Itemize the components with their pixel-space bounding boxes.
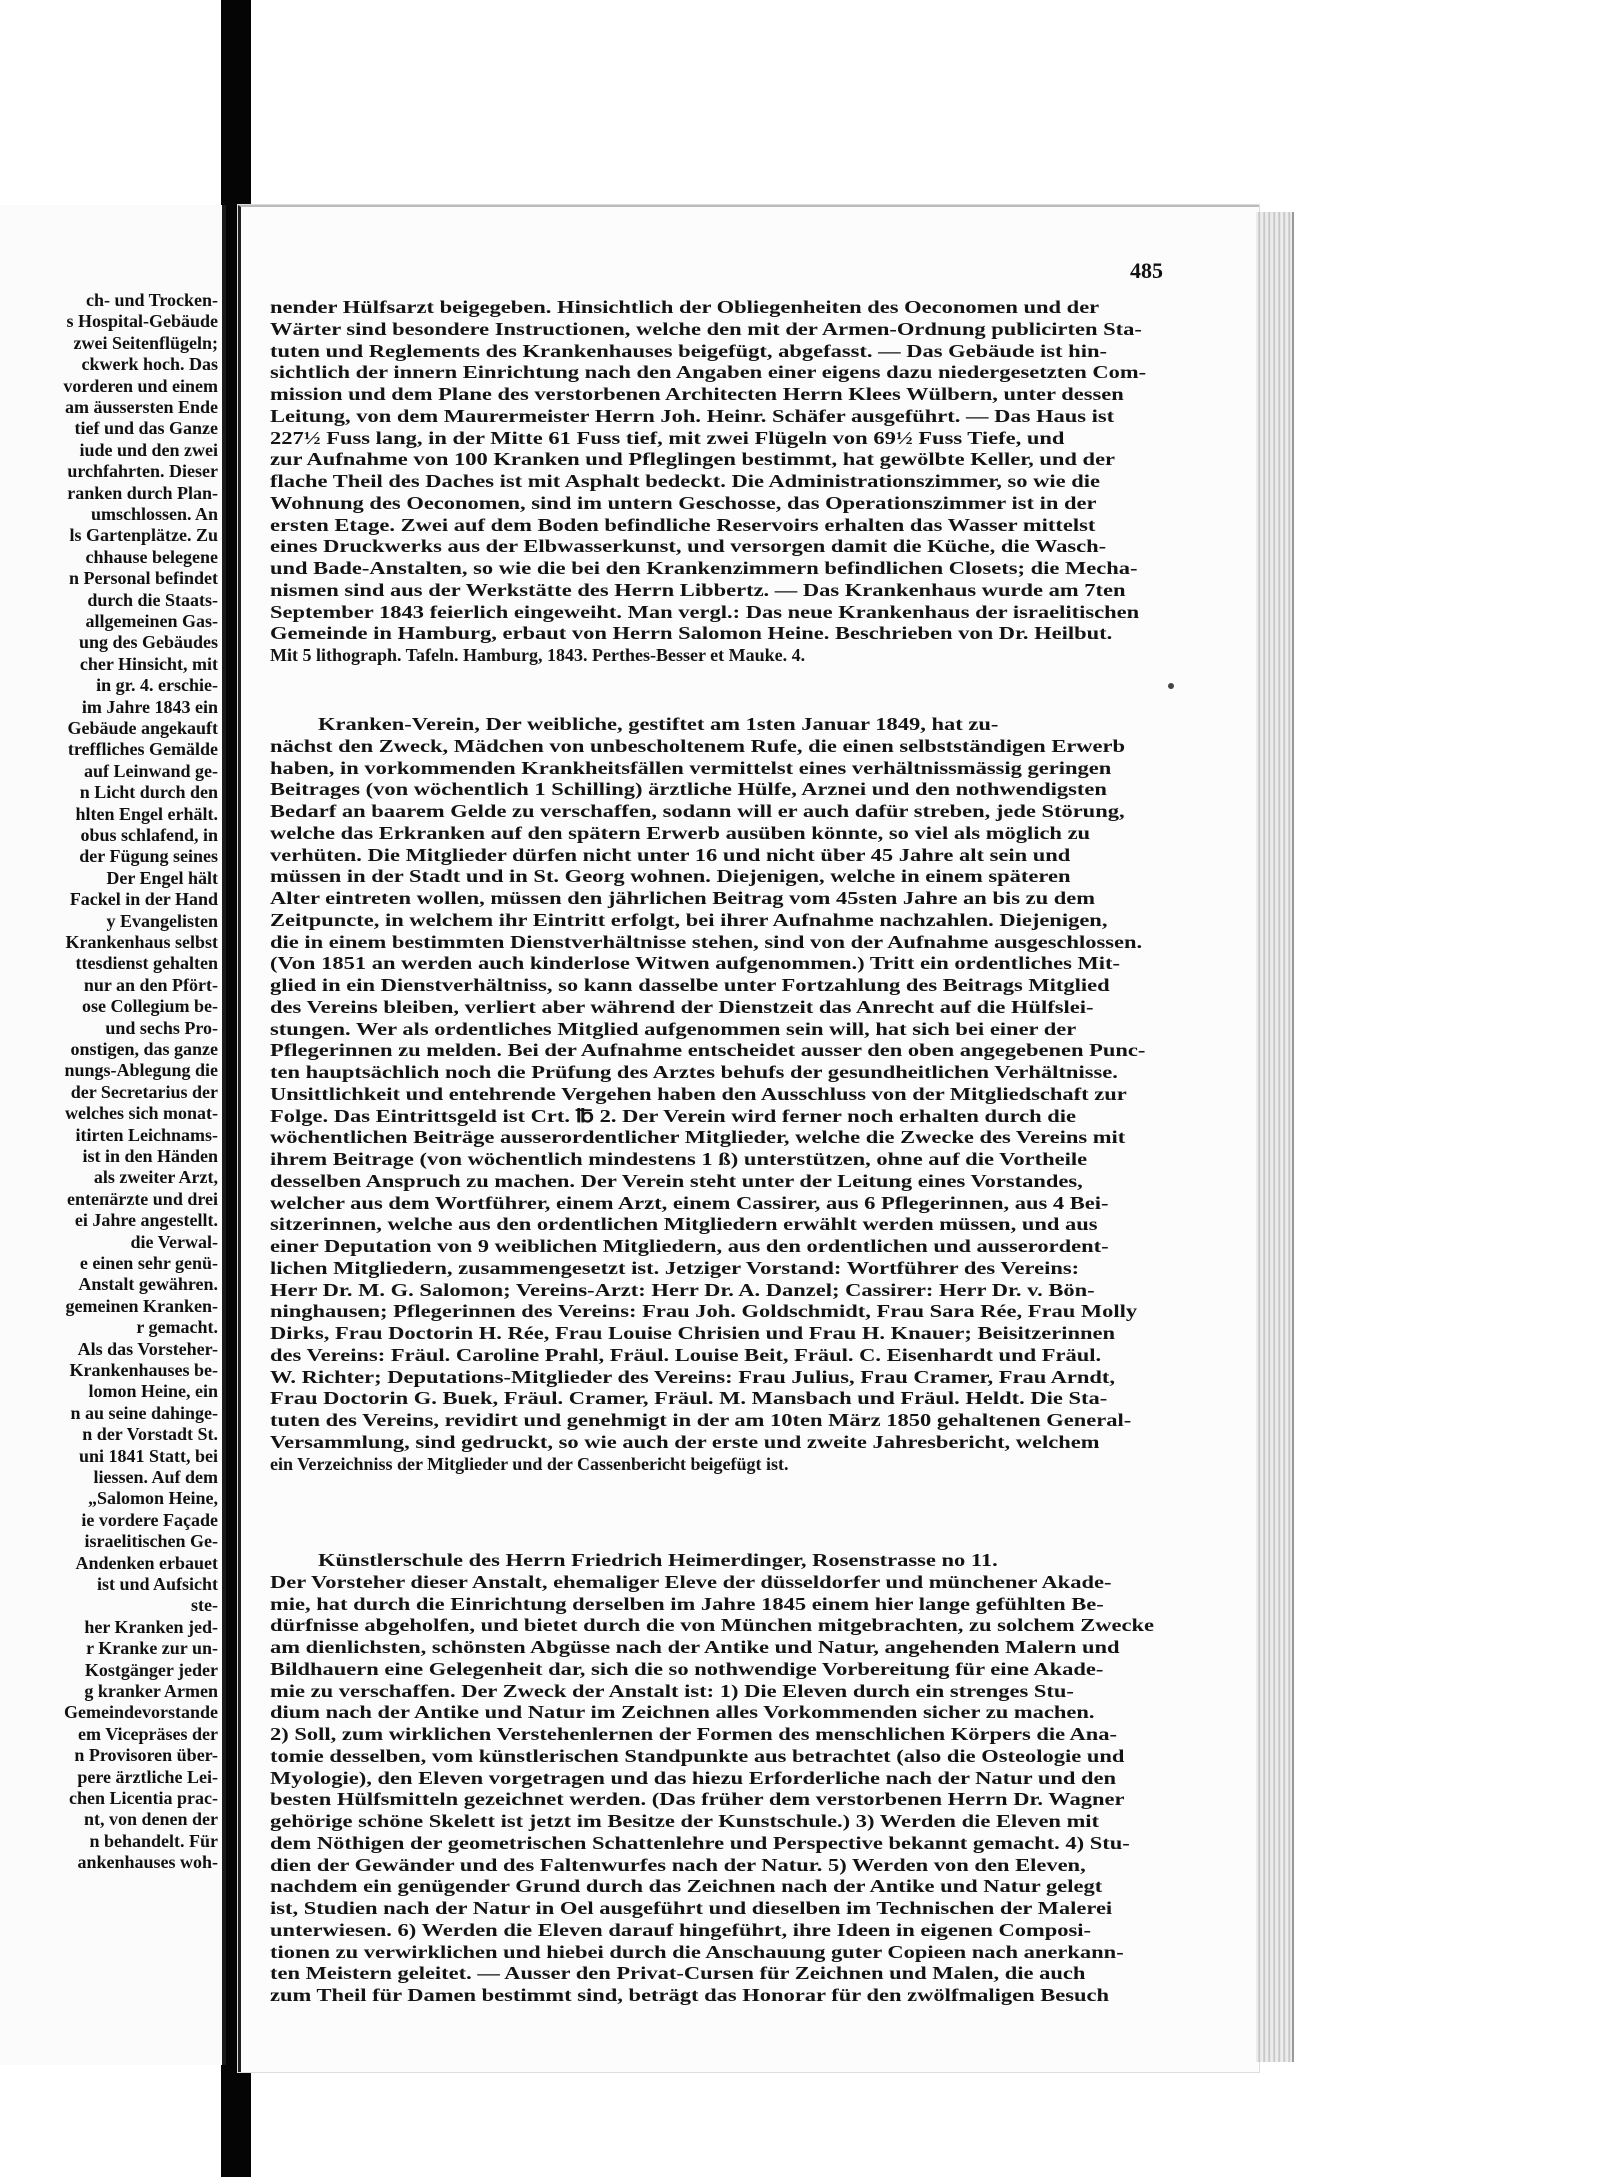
text-line xyxy=(270,644,805,666)
left-column-line: vorderen und einem xyxy=(63,375,218,396)
line-text: einer Deputation von 9 weiblichen Mitgliedern, aus den ordentlichen und ausserordent- xyxy=(270,1236,1109,1256)
left-column-line: cher Hinsicht, mit xyxy=(79,653,218,674)
text-line xyxy=(270,383,1178,405)
text-line xyxy=(270,996,1178,1018)
line-text: Versammlung, sind gedruckt, so wie auch der erste und zweite Jahresbericht, welchem xyxy=(270,1431,1100,1452)
line-text: und Bade-Anstalten, so wie die bei den Krankenzimmern befindlichen Closets; die Mecha- xyxy=(270,558,1138,578)
line-text: Künstlerschule des Herrn Friedrich Heimerdinger, Rosenstrasse no 11. xyxy=(318,1550,998,1570)
left-column-line: gemeinen Kranken- xyxy=(65,1295,218,1316)
text-line xyxy=(270,909,1178,931)
left-column-line: n Provisoren über- xyxy=(74,1745,218,1766)
left-column-line: e einen sehr genü- xyxy=(79,1253,218,1273)
left-column-line: iude und den zwei xyxy=(79,439,218,460)
text-line xyxy=(270,427,1178,449)
line-text: Wärter sind besondere Instructionen, welche den mit der Armen-Ordnung publicirten Sta- xyxy=(270,318,1142,339)
line-text: unterwiesen. 6) Werden die Eleven darauf hingeführt, ihre Ideen in eigenen Composi- xyxy=(270,1919,1092,1940)
line-text: welcher aus dem Wortführer, einem Arzt, einem Cassirer, aus 6 Pflegerinnen, aus 4 Bei- xyxy=(270,1192,1109,1213)
left-column-line: als zweiter Arzt, xyxy=(93,1167,218,1188)
left-column-line: zwei Seitenflügeln; xyxy=(73,332,218,353)
line-text: sichtlich der innern Einrichtung nach den Angaben einer eigens dazu niedergesetzten Com- xyxy=(270,362,1147,383)
left-column-line: israelitischen Ge- xyxy=(84,1531,218,1552)
line-text: ninghausen; Pflegerinnen des Vereins: Frau Joh. Goldschmidt, Frau Sara Rée, Frau Molly xyxy=(270,1301,1138,1322)
text-line xyxy=(270,822,1178,844)
left-column-line: Gemeindevorstande xyxy=(64,1702,218,1723)
line-text: ten hauptsächlich noch die Prüfung des Arztes behufs der gesundheitlichen Verhältnisse. xyxy=(270,1062,1118,1082)
left-column-line: ist und Aufsicht xyxy=(96,1574,218,1594)
text-line xyxy=(270,1810,1178,1832)
text-line xyxy=(270,1875,1178,1897)
line-text: ist, Studien nach der Natur in Oel ausgeführt und dieselben im Technischen der Malerei xyxy=(270,1898,1113,1918)
text-line xyxy=(270,1745,1178,1767)
left-column-line: itirten Leichnams- xyxy=(75,1124,218,1145)
left-column-line: im Jahre 1843 ein xyxy=(81,696,218,717)
text-line xyxy=(270,1018,1178,1040)
left-column-line: pere ärztliche Lei- xyxy=(77,1766,218,1787)
line-text: verhüten. Die Mitglieder dürfen nicht unter 16 und nicht über 45 Jahre alt sein und xyxy=(270,844,1071,865)
text-line xyxy=(270,800,1178,822)
left-column-line: Gebäude angekauft xyxy=(67,718,218,738)
line-text: haben, in vorkommenden Krankheitsfällen vermittelst eines verhältnissmässig geringen xyxy=(270,757,1112,778)
left-column-line: „Salomon Heine, xyxy=(87,1488,218,1509)
text-line xyxy=(270,1409,1178,1431)
text-line xyxy=(270,470,1178,492)
left-column-line: Fackel in der Hand xyxy=(69,889,218,910)
line-text: dem Nöthigen der geometrischen Schattenlehre und Perspective bekannt gemacht. 4) Stu- xyxy=(270,1832,1130,1853)
text-line xyxy=(270,1322,1178,1344)
line-text: dien der Gewänder und des Faltenwurfes nach der Natur. 5) Werden von den Eleven, xyxy=(270,1854,1086,1875)
left-column-line: y Evangelisten xyxy=(106,910,218,931)
line-text: Der Vorsteher dieser Anstalt, ehemaliger Eleve der düsseldorfer und münchener Akade- xyxy=(270,1571,1112,1592)
text-line xyxy=(270,1039,1178,1061)
left-column-line: liessen. Auf dem xyxy=(93,1467,218,1487)
line-text: Beitrages (von wöchentlich 1 Schilling) ärztliche Hülfe, Arznei und den nothwendigsten xyxy=(270,779,1107,800)
left-column-line: umschlossen. An xyxy=(90,504,218,524)
left-column-line: ls Gartenplätze. Zu xyxy=(69,525,218,546)
text-line xyxy=(270,361,1178,383)
text-line xyxy=(270,579,1178,601)
line-text: gehörige schöne Skelett ist jetzt im Besitze der Kunstschule.) 3) Werden die Eleven mit xyxy=(270,1811,1100,1831)
text-line xyxy=(270,887,1178,909)
text-line xyxy=(270,1767,1178,1789)
left-column-line: enteпärzte und drei xyxy=(66,1188,218,1209)
line-text: dium nach der Antike und Natur im Zeichnen alles Vorkommenden sicher zu machen. xyxy=(270,1702,1095,1723)
text-line xyxy=(270,1962,1178,1984)
text-line xyxy=(270,974,1178,996)
line-text: mie zu verschaffen. Der Zweck der Anstalt ist: 1) Die Eleven durch ein strenges Stu- xyxy=(270,1680,1074,1701)
text-line xyxy=(270,1431,1178,1453)
line-text: tuten und Reglements des Krankenhauses beigefügt, abgefasst. — Das Gebäude ist hin- xyxy=(270,340,1107,361)
line-text: ihrem Beitrage (von wöchentlich mindestens 1 ß) unterstützen, ohne auf die Vortheile xyxy=(270,1149,1088,1169)
text-line xyxy=(270,1571,1178,1593)
left-column-line: Kostgänger jeder xyxy=(84,1659,218,1680)
text-line xyxy=(270,1061,1178,1083)
text-line xyxy=(270,1170,1178,1192)
left-column-line: nungs-Ablegung die xyxy=(64,1060,218,1081)
line-text: Unsittlichkeit und entehrende Vergehen haben den Ausschluss von der Mitgliedschaft zur xyxy=(270,1083,1127,1104)
text-line xyxy=(270,1213,1178,1235)
left-column-line: ckwerk hoch. Das xyxy=(81,354,218,375)
left-column-line: ie vordere Façade xyxy=(81,1509,218,1530)
line-text: nachdem ein genügender Grund durch das Zeichnen nach der Antike und Natur gelegt xyxy=(270,1876,1103,1897)
line-text: mie, hat durch die Einrichtung derselben im Jahre 1845 einem hier lange gefühlten Be- xyxy=(270,1593,1104,1614)
line-text: des Vereins: Fräul. Caroline Prahl, Fräul. Louise Beit, Fräul. C. Eisenhardt und Fräul. xyxy=(270,1344,1102,1365)
left-column-line: chhause belegene xyxy=(85,546,218,567)
line-text: Wohnung des Oeconomen, sind im untern Geschosse, das Operationszimmer ist in der xyxy=(270,492,1097,513)
left-column-line: der Fügung seines xyxy=(79,846,218,867)
text-line xyxy=(270,1148,1178,1170)
line-text: sitzerinnen, welche aus den ordentlichen Mitgliedern erwählt werden müssen, und aus xyxy=(270,1214,1098,1235)
text-line xyxy=(270,1344,1178,1366)
text-line xyxy=(270,1126,1178,1148)
line-text: September 1843 feierlich eingeweiht. Man vergl.: Das neue Krankenhaus der israelitischen xyxy=(270,601,1140,622)
line-text: müssen in der Stadt und in St. Georg wohnen. Diejenigen, welche in einem späteren xyxy=(270,866,1071,887)
text-line xyxy=(270,557,1178,579)
ink-smudge xyxy=(1168,683,1174,689)
left-column-line: Andenken erbauet xyxy=(75,1552,218,1573)
line-text: W. Richter; Deputations-Mitglieder des Vereins: Frau Julius, Frau Cramer, Frau Arndt, xyxy=(270,1366,1115,1387)
left-column-line: hlten Engel erhält. xyxy=(75,803,218,824)
line-text: tionen zu verwirklichen und hiebei durch die Anschauung guter Copieen nach anerkann- xyxy=(270,1941,1124,1962)
text-line xyxy=(270,1788,1178,1810)
left-column-line: ttesdienst gehalten xyxy=(75,953,218,974)
line-text: Leitung, von dem Maurermeister Herrn Joh. Heinr. Schäfer ausgeführt. — Das Haus ist xyxy=(270,405,1115,426)
left-column-line: ung des Gebäudes xyxy=(78,632,218,653)
text-line xyxy=(270,492,1178,514)
text-line xyxy=(270,1636,1178,1658)
line-text: stungen. Wer als ordentliches Mitglied aufgenommen sein will, hat sich bei einer der xyxy=(270,1018,1077,1039)
line-text: 227½ Fuss lang, in der Mitte 61 Fuss tief, mit zwei Flügeln von 69½ Fuss Tiefe, und xyxy=(270,427,1065,448)
text-line xyxy=(270,1984,1178,2006)
left-column-line: uni 1841 Statt, bei xyxy=(78,1445,218,1466)
text-line xyxy=(270,844,1178,866)
left-column-line: Krankenhaus selbst xyxy=(65,932,218,952)
line-text: welche das Erkranken auf den spätern Erwerb ausüben könnte, so viel als möglich zu xyxy=(270,822,1091,843)
text-line xyxy=(270,1453,788,1475)
line-text: (Von 1851 an werden auch kinderlose Witwen aufgenommen.) Tritt ein ordentliches Mit- xyxy=(270,953,1120,974)
line-text: ein Verzeichniss der Mitglieder und der Cassenbericht beigefügt ist. xyxy=(270,1453,789,1474)
line-text: desselben Anspruch zu machen. Der Verein steht unter der Leitung eines Vorstandes, xyxy=(270,1170,1083,1191)
text-line xyxy=(270,735,1178,757)
text-line xyxy=(270,1701,1178,1723)
text-line xyxy=(270,1658,1178,1680)
line-text: tomie desselben, vom künstlerischen Standpunkte aus betrachtet (also die Osteologie und xyxy=(270,1745,1125,1766)
text-line xyxy=(270,931,1178,953)
line-text: nächst den Zweck, Mädchen von unbescholtenem Rufe, die einen selbstständigen Erwerb xyxy=(270,735,1126,756)
left-column-line: ose Collegium be- xyxy=(82,996,218,1017)
left-column-line: Krankenhauses be- xyxy=(69,1360,218,1380)
text-line xyxy=(270,448,1178,470)
left-column-line: em Vicepräses der xyxy=(78,1723,218,1744)
left-column-line: ch- und Trocken- xyxy=(85,290,218,310)
left-column-line: onstigen, das ganze xyxy=(70,1039,218,1059)
text-line xyxy=(270,1680,1178,1702)
line-text: am dienlichsten, schönsten Abgüsse nach der Antike und Natur, angehenden Malern und xyxy=(270,1637,1120,1657)
text-line xyxy=(270,1614,1178,1636)
line-text: zur Aufnahme von 100 Kranken und Pfleglingen bestimmt, hat gewölbte Keller, und der xyxy=(270,449,1116,470)
line-text: nender Hülfsarzt beigegeben. Hinsichtlich der Obliegenheiten des Oeconomen und der xyxy=(270,297,1100,317)
line-text: Kranken-Verein, Der weibliche, gestiftet am 1sten Januar 1849, hat zu- xyxy=(318,714,999,734)
left-column-line: die Verwal- xyxy=(130,1231,218,1252)
left-column-line: n Personal befindet xyxy=(68,568,218,589)
text-line xyxy=(270,1192,1178,1214)
left-column-line: ankenhauses woh- xyxy=(77,1852,218,1873)
text-line xyxy=(270,1723,1178,1745)
left-column-line: allgemeinen Gas- xyxy=(85,611,218,631)
left-column-line: treffliches Gemälde xyxy=(67,739,218,760)
line-text: 2) Soll, zum wirklichen Verstehenlernen der Formen des menschlichen Körpers die Ana- xyxy=(270,1724,1118,1744)
line-text: Herr Dr. M. G. Salomon; Vereins-Arzt: Herr Dr. A. Danzel; Cassirer: Herr Dr. v. Bön- xyxy=(270,1279,1095,1300)
text-line xyxy=(270,1366,1178,1388)
text-line xyxy=(270,952,1178,974)
left-column-line: tief und das Ganze xyxy=(74,418,218,439)
left-column-line: Der Engel hält xyxy=(106,867,218,888)
page-edges xyxy=(1256,212,1294,2062)
text-line xyxy=(270,1300,1178,1322)
line-text: glied in ein Dienstverhältniss, so kann dasselbe unter Fortzahlung des Beitrags Mitglied xyxy=(270,975,1110,995)
line-text: Pflegerinnen zu melden. Bei der Aufnahme entscheidet ausser den oben angegebenen Punc- xyxy=(270,1040,1146,1061)
left-column-line: ist in den Händen xyxy=(82,1146,218,1166)
text-line xyxy=(270,1257,1178,1279)
line-text: ersten Etage. Zwei auf dem Boden befindliche Reservoirs erhalten das Wasser mittelst xyxy=(270,514,1096,535)
left-column-line: r Kranke zur un- xyxy=(86,1638,218,1659)
text-line xyxy=(270,535,1178,557)
text-line xyxy=(270,1854,1178,1876)
left-column-line: der Secretarius der xyxy=(70,1081,218,1102)
line-text: dürfnisse abgeholfen, und bietet durch die von München mitgebrachten, zu solchem Zwecke xyxy=(270,1615,1154,1636)
text-line xyxy=(270,865,1178,887)
text-line xyxy=(270,1593,1178,1615)
left-column-line: lomon Heine, ein xyxy=(88,1381,218,1402)
left-column-line: durch die Staats- xyxy=(87,589,218,610)
text-line xyxy=(270,296,1178,318)
left-column-line: n au seine dahinge- xyxy=(70,1402,218,1423)
line-text: die in einem bestimmten Dienstverhältnisse stehen, sind von der Aufnahme ausgeschlossen. xyxy=(270,931,1143,952)
left-column-line: r gemacht. xyxy=(136,1317,218,1338)
left-column-line: Anstalt gewähren. xyxy=(78,1274,218,1295)
line-text: Zeitpuncte, in welchem ihr Eintritt erfolgt, bei ihrer Aufnahme nachzahlen. Diejenigen, xyxy=(270,909,1108,930)
left-column-line: ranken durch Plan- xyxy=(67,482,218,503)
line-text: Myologie), den Eleven vorgetragen und das hiezu Erforderliche nach der Natur und den xyxy=(270,1767,1117,1788)
left-column-line: n behandelt. Für xyxy=(89,1830,218,1851)
line-text: nismen sind aus der Werkstätte des Herrn Libbertz. — Das Krankenhaus wurde am 7ten xyxy=(270,579,1126,600)
text-line xyxy=(270,1897,1178,1919)
text-line xyxy=(270,1105,1178,1127)
entry-heading-line xyxy=(318,1549,1178,1571)
left-column-line: und sechs Pro- xyxy=(105,1017,218,1038)
page-number: 485 xyxy=(1130,258,1163,283)
text-line xyxy=(270,1941,1178,1963)
text-line xyxy=(270,1235,1178,1257)
line-text: tuten des Vereins, revidirt und genehmigt in der am 10ten März 1850 gehaltenen General- xyxy=(270,1410,1132,1430)
line-text: des Vereins bleiben, verliert aber während der Dienstzeit das Anrecht auf die Hülfslei- xyxy=(270,996,1094,1017)
text-line xyxy=(270,340,1178,362)
left-column-line: her Kranken jed- xyxy=(84,1616,218,1637)
text-line xyxy=(270,1832,1178,1854)
left-column-line: s Hospital-Gebäude xyxy=(66,311,218,332)
line-text: eines Druckwerks aus der Elbwasserkunst, und versorgen damit die Küche, die Wasch- xyxy=(270,536,1107,557)
text-line xyxy=(270,1083,1178,1105)
line-text: Mit 5 lithograph. Tafeln. Hamburg, 1843. Perthes-Besser et Mauke. 4. xyxy=(270,645,806,665)
left-column-line: ei Jahre angestellt. xyxy=(74,1210,218,1231)
text-line xyxy=(270,405,1178,427)
left-column-line: urchfahrten. Dieser xyxy=(67,461,218,482)
line-text: besten Hülfsmitteln gezeichnet werden. (Das früher dem verstorbenen Herrn Dr. Wagner xyxy=(270,1789,1125,1810)
left-column-line: n Licht durch den xyxy=(79,782,218,803)
line-text: flache Theil des Daches ist mit Asphalt bedeckt. Die Administrationszimmer, so wie die xyxy=(270,471,1100,491)
text-line xyxy=(270,318,1178,340)
left-column-line: nt, von denen der xyxy=(83,1809,218,1830)
text-line xyxy=(270,601,1178,623)
left-column-line: n der Vorstadt St. xyxy=(82,1424,218,1445)
left-column-line: am äussersten Ende xyxy=(64,397,218,417)
line-text: Dirks, Frau Doctorin H. Rée, Frau Louise Chrisien und Frau H. Knauer; Beisitzerinnen xyxy=(270,1323,1115,1343)
left-column-line: g kranker Armen xyxy=(84,1681,218,1701)
line-text: mission und dem Plane des verstorbenen Architecten Herrn Klees Wülbern, unter dessen xyxy=(270,384,1124,404)
text-line xyxy=(270,514,1178,536)
line-text: Bildhauern eine Gelegenheit dar, sich die so nothwendige Vorbereitung für eine Akade- xyxy=(270,1658,1104,1679)
text-line xyxy=(270,1279,1178,1301)
text-line xyxy=(270,1919,1178,1941)
left-column-line: ste- xyxy=(191,1595,218,1616)
entry-heading-line xyxy=(318,713,1178,735)
line-text: Alter eintreten wollen, müssen den jährlichen Beitrag vom 45sten Jahre an bis zu dem xyxy=(270,888,1095,908)
line-text: Folge. Das Eintrittsgeld ist Crt. ℔ 2. Der Verein wird ferner noch erhalten durch die xyxy=(270,1105,1077,1126)
line-text: Frau Doctorin G. Buek, Fräul. Cramer, Fräul. M. Mansbach und Fräul. Heldt. Die Sta- xyxy=(270,1388,1108,1409)
line-text: Gemeinde in Hamburg, erbaut von Herrn Salomon Heine. Beschrieben von Dr. Heilbut. xyxy=(270,623,1113,644)
left-column-line: welches sich monat- xyxy=(65,1103,218,1124)
left-column-line: auf Leinwand ge- xyxy=(83,760,218,781)
text-line xyxy=(270,622,1178,644)
text-line xyxy=(270,757,1178,779)
line-text: wöchentlichen Beiträge ausserordentlicher Mitglieder, welche die Zwecke des Vereins mit xyxy=(270,1127,1126,1148)
left-column-line: Als das Vorsteher- xyxy=(77,1338,218,1359)
left-column-line: obus schlafend, in xyxy=(80,825,218,845)
text-line xyxy=(270,778,1178,800)
line-text: lichen Mitgliedern, zusammengesetzt ist. Jetziger Vorstand: Wortführer des Vereins: xyxy=(270,1257,1080,1278)
left-column-line: chen Licentia prac- xyxy=(69,1788,218,1808)
left-page-fragment xyxy=(0,205,226,2065)
line-text: ten Meistern geleitet. — Ausser den Privat-Cursen für Zeichnen und Malen, die auch xyxy=(270,1963,1086,1984)
left-column-line: in gr. 4. erschie- xyxy=(96,675,218,696)
left-column-line: nur an den Pfört- xyxy=(83,974,218,995)
line-text: zum Theil für Damen bestimmt sind, beträgt das Honorar für den zwölfmaligen Besuch xyxy=(270,1985,1109,2005)
line-text: Bedarf an baarem Gelde zu verschaffen, sodann will er auch dafür streben, jede Störung, xyxy=(270,801,1125,821)
text-line xyxy=(270,1387,1178,1409)
